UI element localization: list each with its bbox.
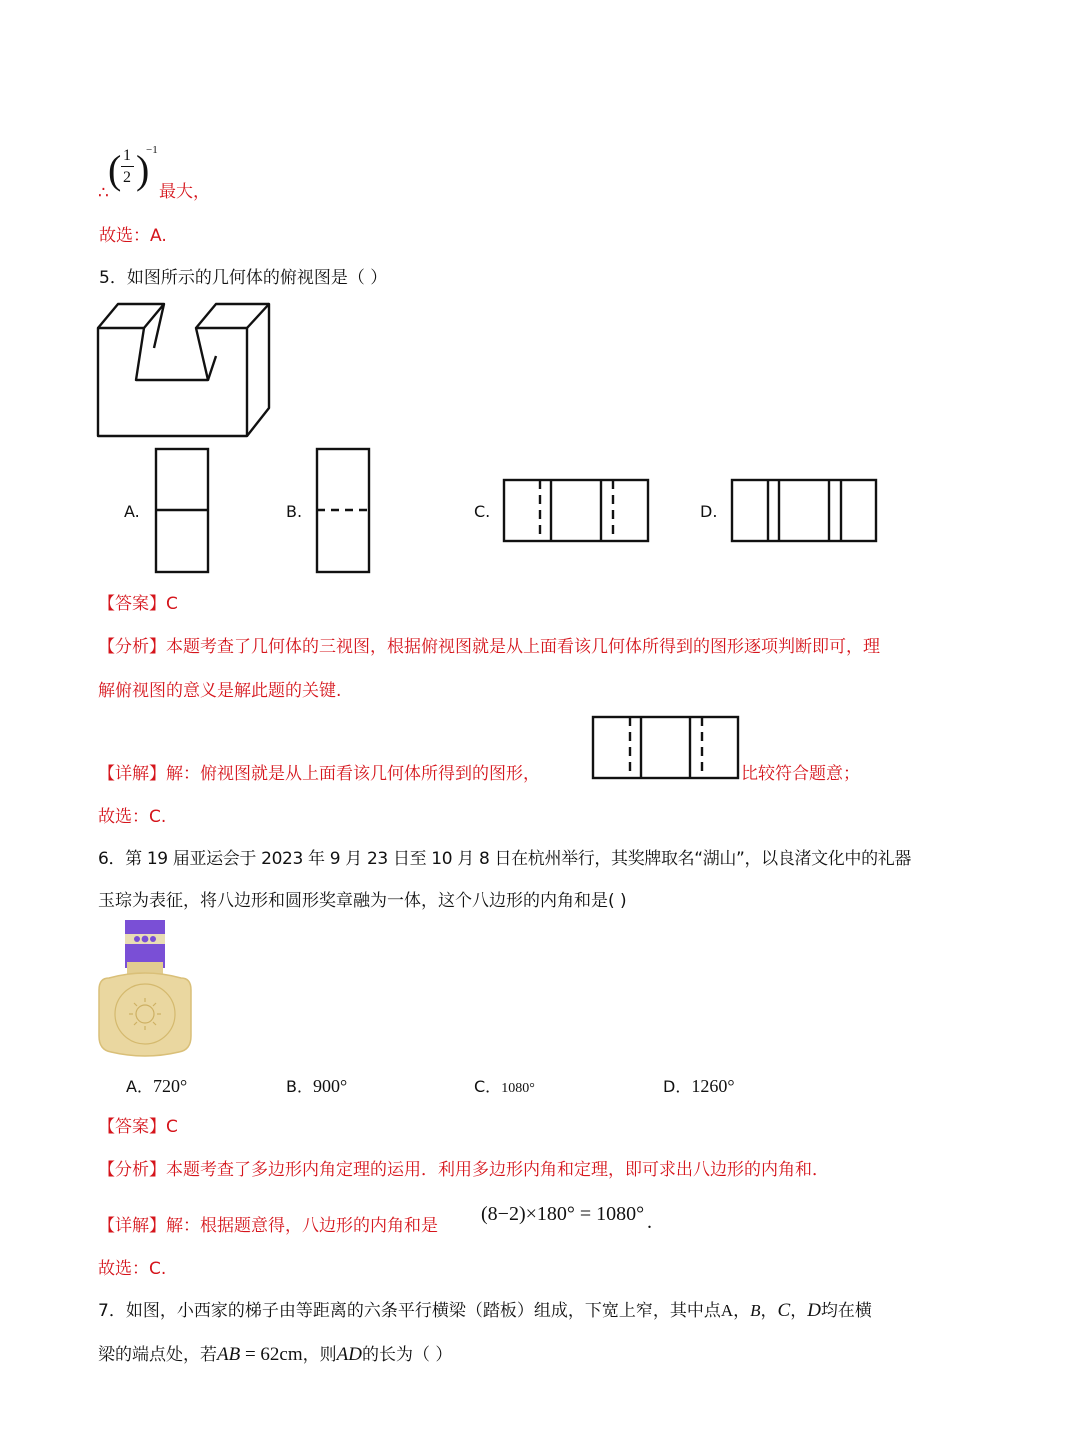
- detail-text: 解：俯视图就是从上面看该几何体所得到的图形，: [166, 764, 540, 784]
- q6-option-b: [286, 1074, 347, 1097]
- fraction-bar: [121, 166, 134, 167]
- sep: ，: [733, 1301, 751, 1321]
- q5-option-d-label: D.: [700, 502, 718, 521]
- option-label: A．: [126, 1077, 153, 1096]
- q5-analysis-line1: [98, 636, 880, 658]
- q7-text-a: 7．如图，小西家的梯子由等距离的六条平行横梁（踏板）组成，下宽上窄，其中点: [98, 1301, 721, 1321]
- option-value: 1260°: [691, 1076, 735, 1096]
- option-value: 720°: [152, 1076, 188, 1096]
- q5-detail-figure: [592, 716, 742, 782]
- q6-choice: 故选：C.: [98, 1259, 167, 1279]
- answer-tag: 【答案】: [98, 594, 166, 614]
- right-paren: ): [136, 147, 150, 192]
- q5-option-b-figure: [316, 448, 372, 574]
- length-value: = 62cm: [240, 1344, 303, 1365]
- point-d: D: [807, 1300, 821, 1321]
- q6-detail: [98, 1215, 438, 1237]
- answer-value: C: [166, 594, 178, 614]
- q7-text-d: ，则: [302, 1345, 337, 1365]
- conclusion-text: 最大，: [159, 182, 210, 202]
- q5-option-c-label: C.: [474, 502, 491, 521]
- q6-option-c: [474, 1074, 535, 1097]
- point-b: B: [750, 1301, 761, 1320]
- point-a: A: [720, 1301, 734, 1320]
- detail-tag: 【详解】: [98, 764, 166, 784]
- option-label: D．: [663, 1077, 692, 1096]
- therefore-symbol: ∴: [98, 183, 109, 203]
- q5-option-b-label: B.: [286, 502, 303, 521]
- q5-choice: 故选：C.: [98, 807, 167, 827]
- option-value: 900°: [312, 1076, 348, 1096]
- option-label: C．: [474, 1077, 502, 1096]
- option-value: 1080°: [501, 1081, 535, 1096]
- q5-analysis-line2: 解俯视图的意义是解此题的关键.: [98, 681, 342, 701]
- q5-option-d-figure: [731, 479, 879, 543]
- analysis-tag: 【分析】: [98, 1160, 166, 1180]
- sep: ，: [760, 1301, 778, 1321]
- q7-text-e: 的长为（ ）: [361, 1345, 453, 1365]
- medal-image: [97, 918, 193, 1060]
- q6-option-a: [126, 1074, 187, 1097]
- q7-text-b: 均在横: [820, 1301, 872, 1321]
- q6-formula: (8−2)×180° = 1080°: [481, 1203, 645, 1225]
- q6-formula-end: .: [647, 1211, 652, 1233]
- q6-line1: 6．第 19 届亚运会于 2023 年 9 月 23 日至 10 月 8 日在杭州举行，其奖牌取名“湖山”，以良渚文化中的礼器: [98, 849, 912, 869]
- analysis-text: 本题考查了几何体的三视图，根据俯视图就是从上面看该几何体所得到的图形逐项判断即可，理: [166, 637, 880, 657]
- analysis-text: 本题考查了多边形内角定理的运用．利用多边形内角和定理，即可求出八边形的内角和．: [166, 1160, 829, 1180]
- q6-answer: [98, 1116, 178, 1138]
- segment-ad: AD: [336, 1344, 362, 1365]
- q6-analysis: [98, 1159, 829, 1181]
- point-c: C: [777, 1300, 791, 1321]
- q5-detail-pre: [98, 763, 540, 785]
- q7-line2: [98, 1344, 452, 1366]
- option-label: B．: [286, 1077, 313, 1096]
- q6-line2: 玉琮为表征，将八边形和圆形奖章融为一体，这个八边形的内角和是( ): [98, 891, 627, 911]
- q5-solid-figure: [96, 298, 272, 440]
- q5-question: 5．如图所示的几何体的俯视图是（ ）: [99, 268, 388, 288]
- detail-tag: 【详解】: [98, 1216, 166, 1236]
- q5-option-c-figure: [503, 479, 651, 543]
- sep: ，: [790, 1301, 808, 1321]
- exponent: −1: [146, 144, 158, 156]
- q7-line1: [98, 1300, 872, 1322]
- q6-option-d: [663, 1074, 735, 1097]
- left-paren: (: [108, 147, 122, 192]
- prev-choice: 故选：A.: [99, 226, 167, 246]
- q5-detail-post: 比较符合题意；: [741, 764, 860, 784]
- detail-text: 解：根据题意得，八边形的内角和是: [166, 1216, 438, 1236]
- answer-value: C: [166, 1117, 178, 1137]
- q5-option-a-figure: [155, 448, 211, 574]
- q5-answer: [98, 593, 178, 615]
- answer-tag: 【答案】: [98, 1117, 166, 1137]
- q7-text-c: 梁的端点处，若: [98, 1345, 217, 1365]
- fraction-numerator: 1: [123, 147, 131, 164]
- segment-ab: AB: [217, 1344, 241, 1365]
- q5-option-a-label: A.: [124, 502, 140, 521]
- fraction-denominator: 2: [123, 169, 131, 186]
- analysis-tag: 【分析】: [98, 637, 166, 657]
